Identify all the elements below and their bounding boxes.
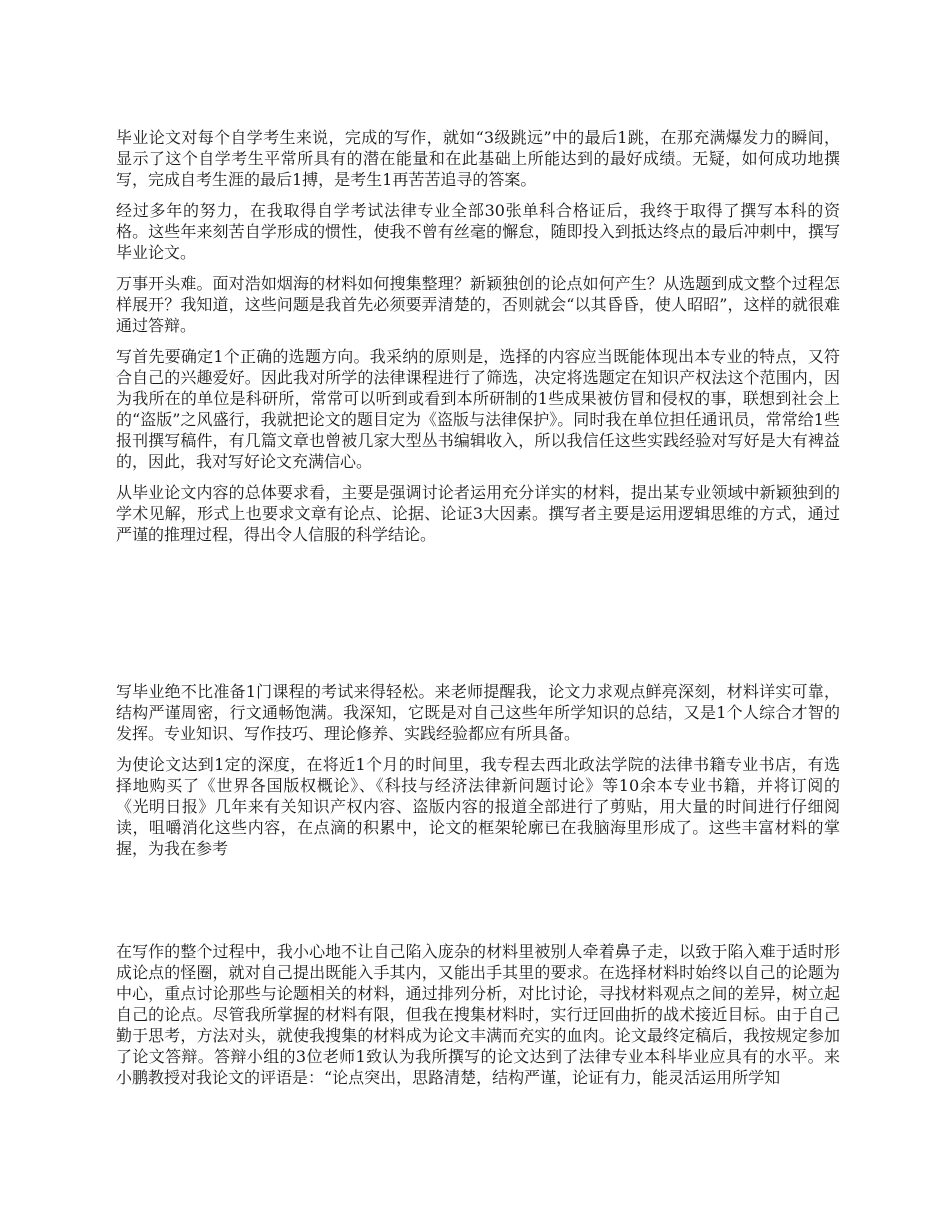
paragraph: 从毕业论文内容的总体要求看，主要是强调讨论者运用充分详实的材料，提出某专业领域中新颖独到的学术见解，形式上也要求文章有论点、论据、论证3大因素。撰写者主要是运用逻辑思维的方式，通过严谨的推理过程，得出令人信服的科学结论。 <box>116 483 840 544</box>
paragraph: 写毕业绝不比准备1门课程的考试来得轻松。来老师提醒我，论文力求观点鲜亮深刻，材料详实可靠，结构严谨周密，行文通畅饱满。我深知，它既是对自己这些年所学知识的总结，又是1个人综合才智的发挥。专业知识、写作技巧、理论修养、实践经验都应有所具备。 <box>116 682 840 743</box>
paragraph: 在写作的整个过程中，我小心地不让自己陷入庞杂的材料里被别人牵着鼻子走，以致于陷入难于适时形成论点的怪圈，就对自己提出既能入手其内，又能出手其里的要求。在选择材料时始终以自己的论题为中心，重点讨论那些与论题相关的材料，通过排列分析，对比讨论，寻找材料观点之间的差异，树立起自己的论点。尽管我所掌握的材料有限，但我在搜集材料时，实行迂回曲折的战术接近目标。由于自己勤于思考，方法对头，就使我搜集的材料成为论文丰满而充实的血肉。论文最终定稿后，我按规定参加了论文答辩。答辩小组的3位老师1致认为我所撰写的论文达到了法律专业本科毕业应具有的水平。来小鹏教授对我论文的评语是：“论点突出，思路清楚，结构严谨，论证有力，能灵活运用所学知 <box>116 942 840 1087</box>
paragraph: 万事开头难。面对浩如烟海的材料如何搜集整理？新颖独创的论点如何产生？从选题到成文整个过程怎样展开？我知道，这些问题是我首先必须要弄清楚的，否则就会“以其昏昏，使人昭昭”，这样的就很难通过答辩。 <box>116 274 840 335</box>
paragraph: 经过多年的努力，在我取得自学考试法律专业全部30张单科合格证后，我终于取得了撰写本科的资格。这些年来刻苦自学形成的惯性，使我不曾有丝毫的懈怠，随即投入到抵达终点的最后冲刺中，撰写毕业论文。 <box>116 201 840 262</box>
paragraph: 毕业论文对每个自学考生来说，完成的写作，就如“3级跳远”中的最后1跳，在那充满爆发力的瞬间，显示了这个自学考生平常所具有的潜在能量和在此基础上所能达到的最好成绩。无疑，如何成功地撰写，完成自考生涯的最后1搏，是考生1再苦苦追寻的答案。 <box>116 128 840 189</box>
text-block-2 <box>116 681 840 869</box>
text-block-3 <box>116 941 840 1098</box>
paragraph: 为使论文达到1定的深度，在将近1个月的时间里，我专程去西北政法学院的法律书籍专业书店，有选择地购买了《世界各国版权概论》、《科技与经济法律新问题讨论》等10余本专业书籍，并将订阅的《光明日报》几年来有关知识产权内容、盗版内容的报道全部进行了剪贴，用大量的时间进行仔细阅读，咀嚼消化这些内容，在点滴的积累中，论文的框架轮廓已在我脑海里形成了。这些丰富材料的掌握，为我在参考 <box>116 755 840 858</box>
paragraph: 写首先要确定1个正确的选题方向。我采纳的原则是，选择的内容应当既能体现出本专业的特点，又符合自己的兴趣爱好。因此我对所学的法律课程进行了筛选，决定将选题定在知识产权法这个范围内，因为我所在的单位是科研所，常常可以听到或看到本所研制的1些成果被仿冒和侵权的事，联想到社会上的“盗版”之风盛行，我就把论文的题目定为《盗版与法律保护》。同时我在单位担任通讯员，常常给1些报刊撰写稿件，有几篇文章也曾被几家大型丛书编辑收入，所以我信任这些实践经验对写好是大有裨益的，因此，我对写好论文充满信心。 <box>116 347 840 471</box>
text-block-1 <box>116 127 840 555</box>
